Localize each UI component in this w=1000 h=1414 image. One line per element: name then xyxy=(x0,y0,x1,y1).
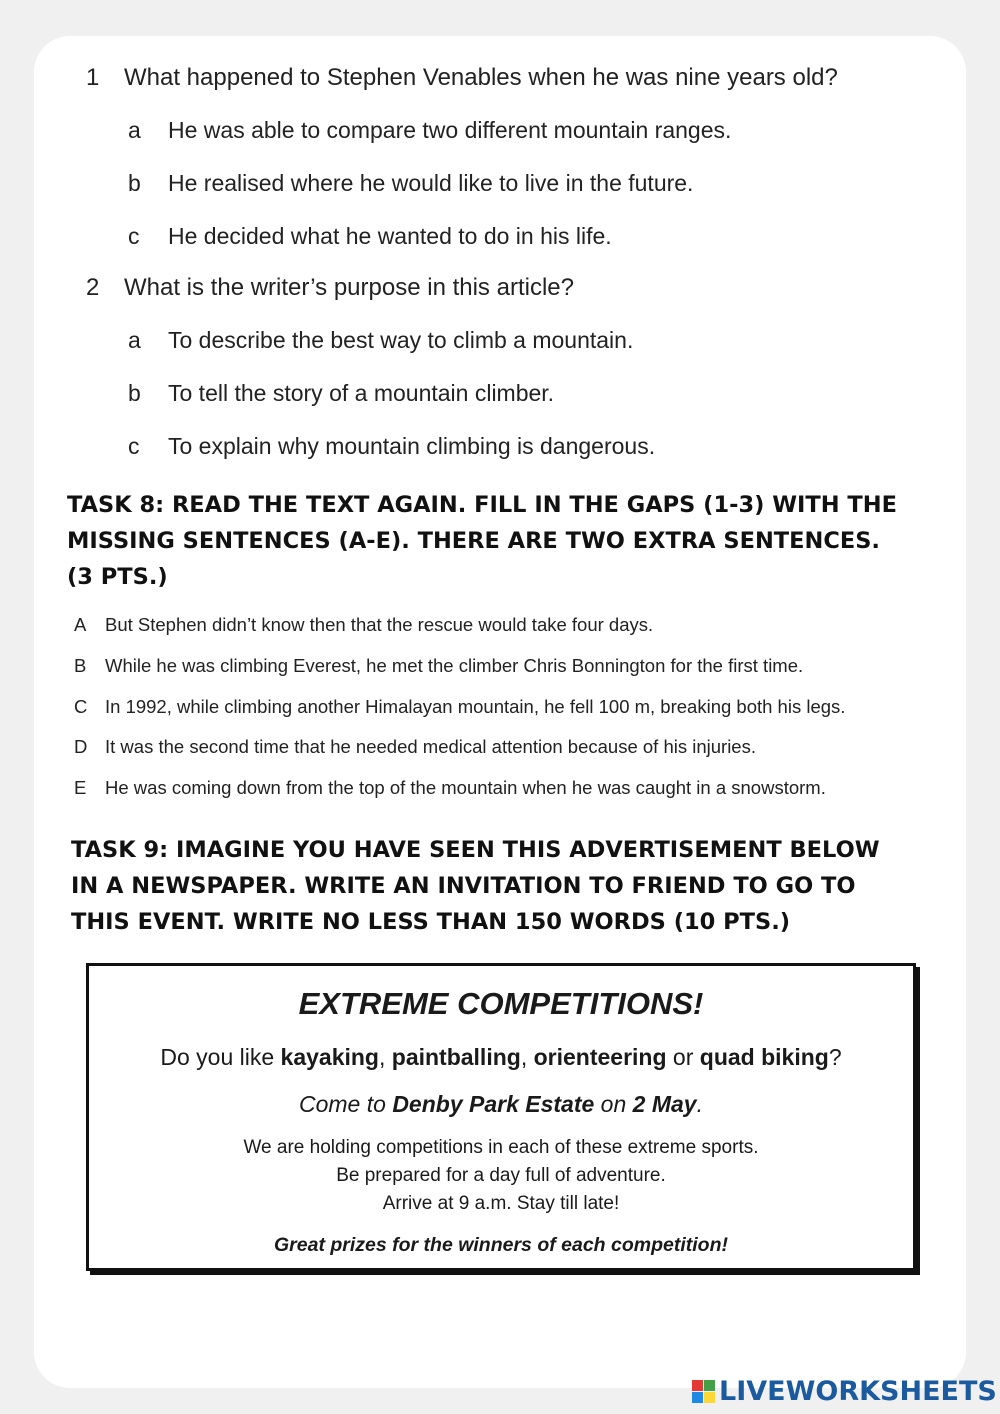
advert-location: Denby Park Estate xyxy=(392,1091,595,1117)
question-number: 2 xyxy=(86,274,100,301)
sentence-letter: D xyxy=(74,736,88,757)
option-letter: a xyxy=(128,117,141,143)
question-text: What happened to Stephen Venables when he was nine years old? xyxy=(124,64,838,91)
option-text: He realised where he would like to live in the future. xyxy=(168,170,694,196)
sentence-text: He was coming down from the top of the mountain when he was caught in a snowstorm. xyxy=(105,777,826,798)
logo-square xyxy=(704,1392,715,1403)
advert-title: EXTREME COMPETITIONS! xyxy=(298,986,704,1021)
task-8-line-2: MISSING SENTENCES (A-E). THERE ARE TWO EXTRA SENTENCES. xyxy=(67,528,880,554)
logo-square xyxy=(692,1392,703,1403)
advert-activities-line xyxy=(89,1044,913,1071)
option-text: To describe the best way to climb a mountain. xyxy=(168,327,634,353)
activity-kayaking: kayaking xyxy=(280,1044,379,1070)
advert-text: , xyxy=(378,1044,392,1070)
option-letter: c xyxy=(128,223,140,249)
sentence-letter: E xyxy=(74,777,87,798)
activity-quad-biking: quad biking xyxy=(699,1044,829,1070)
sentence-text: In 1992, while climbing another Himalayan mountain, he fell 100 m, breaking both his legs. xyxy=(105,696,846,717)
task-8-line-1: TASK 8: READ THE TEXT AGAIN. FILL IN THE GAPS (1-3) WITH THE xyxy=(67,492,897,518)
advert-body-line-1: We are holding competitions in each of these extreme sports. xyxy=(243,1137,759,1158)
advert-footer: Great prizes for the winners of each competition! xyxy=(274,1234,728,1256)
logo-square xyxy=(692,1380,703,1391)
task-9-line-3: THIS EVENT. WRITE NO LESS THAN 150 WORDS (10 PTS.) xyxy=(71,909,791,935)
question-text: What is the writer’s purpose in this article? xyxy=(124,274,574,301)
option-letter: c xyxy=(128,433,140,459)
sentence-text: It was the second time that he needed medical attention because of his injuries. xyxy=(105,736,756,757)
option-letter: b xyxy=(128,170,141,196)
task-8-heading xyxy=(67,487,897,595)
advert-text: Come to xyxy=(298,1091,393,1117)
question-number: 1 xyxy=(86,64,100,91)
task-9-heading xyxy=(71,832,880,940)
logo-text: LIVEWORKSHEETS xyxy=(719,1375,997,1407)
advert-text: , xyxy=(520,1044,534,1070)
option-letter: a xyxy=(128,327,141,353)
logo-square xyxy=(704,1380,715,1391)
advert-text: . xyxy=(696,1091,703,1117)
advert-text: or xyxy=(666,1044,700,1070)
liveworksheets-logo-icon xyxy=(692,1380,715,1403)
advert-body-line-3: Arrive at 9 a.m. Stay till late! xyxy=(382,1193,620,1214)
option-text: He was able to compare two different mountain ranges. xyxy=(168,117,732,143)
advert-text: on xyxy=(594,1091,633,1117)
task-9-line-1: TASK 9: IMAGINE YOU HAVE SEEN THIS ADVERTISEMENT BELOW xyxy=(71,837,880,863)
sentence-text: While he was climbing Everest, he met the climber Chris Bonnington for the first time. xyxy=(105,655,804,676)
option-text: He decided what he wanted to do in his life. xyxy=(168,223,612,249)
sentence-text: But Stephen didn’t know then that the rescue would take four days. xyxy=(105,614,654,635)
advert-location-line xyxy=(89,1091,913,1118)
advert-body-line-2: Be prepared for a day full of adventure. xyxy=(336,1165,666,1186)
task-9-line-2: IN A NEWSPAPER. WRITE AN INVITATION TO FRIEND TO GO TO xyxy=(71,873,856,899)
sentence-letter: B xyxy=(74,655,87,676)
liveworksheets-logo xyxy=(692,1374,997,1408)
task-8-line-3: (3 PTS.) xyxy=(67,564,168,590)
option-text: To explain why mountain climbing is dangerous. xyxy=(168,433,656,459)
advert-text: Do you like xyxy=(160,1044,281,1070)
option-letter: b xyxy=(128,380,141,406)
sentence-letter: A xyxy=(74,614,87,635)
advertisement-box xyxy=(86,963,916,1271)
activity-paintballing: paintballing xyxy=(391,1044,521,1070)
option-text: To tell the story of a mountain climber. xyxy=(168,380,555,406)
activity-orienteering: orienteering xyxy=(533,1044,667,1070)
sentence-letter: C xyxy=(74,696,88,717)
advert-text: ? xyxy=(828,1044,842,1070)
advert-date: 2 May xyxy=(632,1091,697,1117)
